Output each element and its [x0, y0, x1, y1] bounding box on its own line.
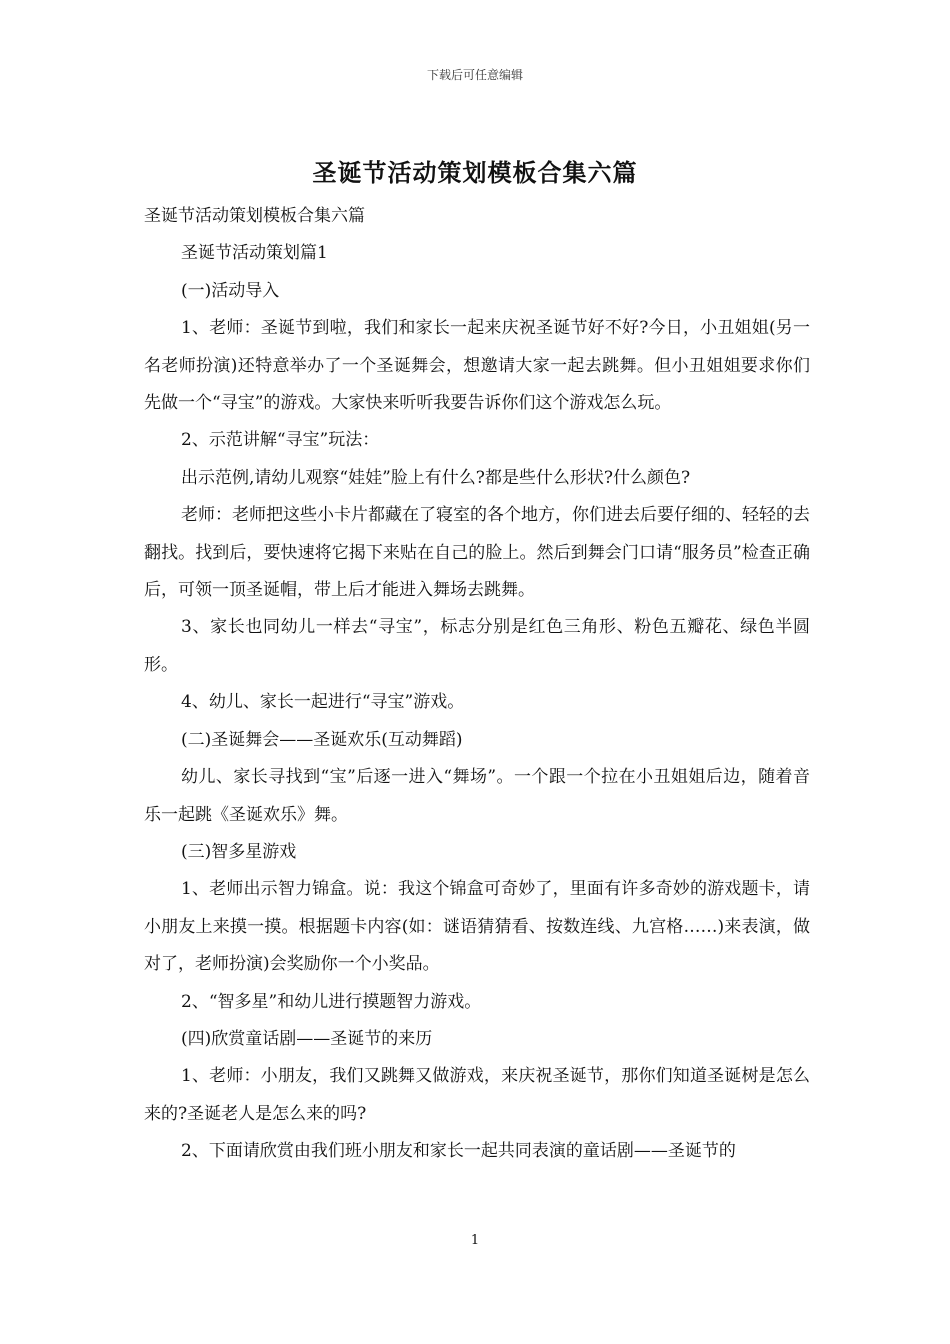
paragraph: 圣诞节活动策划模板合集六篇: [144, 206, 365, 226]
section-heading: 圣诞节活动策划篇1: [181, 243, 328, 264]
paragraph: 2、“智多星”和幼儿进行摸题智力游戏。: [181, 991, 482, 1012]
paragraph: 老师：老师把这些小卡片都藏在了寝室的各个地方，你们进去后要仔细的、轻轻的去翻找。找到后，要快速将它揭下来贴在自己的脸上。然后到舞会门口请“服务员”检查正确后，可领一顶圣诞帽，带上后才能进入舞场去跳舞。: [144, 505, 810, 601]
document-title: 圣诞节活动策划模板合集六篇: [312, 158, 638, 187]
paragraph: 1、老师出示智力锦盒。说：我这个锦盒可奇妙了，里面有许多奇妙的游戏题卡，请小朋友上来摸一摸。根据题卡内容(如：谜语猜猜看、按数连线、九宫格……)来表演，做对了，老师扮演)会奖励你一个小奖品。: [144, 879, 810, 975]
paragraph: 1、老师：小朋友，我们又跳舞又做游戏，来庆祝圣诞节，那你们知道圣诞树是怎么来的?圣诞老人是怎么来的吗?: [144, 1066, 810, 1124]
paragraph: 幼儿、家长寻找到“宝”后逐一进入“舞场”。一个跟一个拉在小丑姐姐后边，随着音乐一起跳《圣诞欢乐》舞。: [144, 767, 810, 825]
paragraph: 1、老师：圣诞节到啦，我们和家长一起来庆祝圣诞节好不好?今日，小丑姐姐(另一名老师扮演)还特意举办了一个圣诞舞会，想邀请大家一起去跳舞。但小丑姐姐要求你们先做一个“寻宝”的游戏。大家快来听听我要告诉你们这个游戏怎么玩。: [144, 318, 810, 414]
paragraph: 出示范例,请幼儿观察“娃娃”脸上有什么?都是些什么形状?什么颜色?: [181, 467, 691, 488]
page-number: 1: [470, 1233, 480, 1248]
document-body: [144, 198, 810, 1171]
section-heading: (一)活动导入: [181, 280, 280, 301]
section-heading: (二)圣诞舞会——圣诞欢乐(互动舞蹈): [181, 729, 463, 750]
paragraph: 2、示范讲解“寻宝”玩法：: [181, 430, 380, 451]
paragraph: 4、幼儿、家长一起进行“寻宝”游戏。: [181, 692, 465, 713]
paragraph: 3、家长也同幼儿一样去“寻宝”，标志分别是红色三角形、粉色五瓣花、绿色半圆形。: [144, 617, 810, 675]
page-header: 下载后可任意编辑: [426, 68, 523, 82]
paragraph: 2、下面请欣赏由我们班小朋友和家长一起共同表演的童话剧——圣诞节的: [181, 1141, 736, 1162]
section-heading: (四)欣赏童话剧——圣诞节的来历: [181, 1028, 433, 1049]
section-heading: (三)智多星游戏: [181, 841, 297, 862]
